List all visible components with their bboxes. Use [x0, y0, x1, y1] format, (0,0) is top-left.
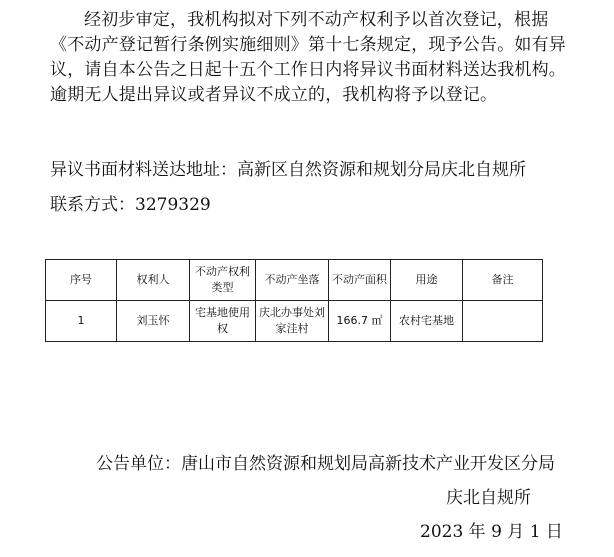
objection-address: 异议书面材料送达地址：高新区自然资源和规划分局庆北自规所: [50, 160, 526, 180]
notice-paragraph: 经初步审定，我机构拟对下列不动产权利予以首次登记，根据《不动产登记暂行条例实施细则》第十七条规定，现予公告。如有异议，请自本公告之日起十五个工作日内将异议书面材料送达我机构。逾期无人提出异议或者异议不成立的，我机构将予以登记。: [50, 10, 566, 105]
contact-info: 联系方式：3279329: [50, 195, 211, 215]
header-right-type: 不动产权利类型: [190, 260, 256, 301]
header-location: 不动产坐落: [256, 260, 329, 301]
issuing-office: 庆北自规所: [446, 488, 531, 508]
header-area: 不动产面积: [329, 260, 391, 301]
cell-right-type: 宅基地使用权: [190, 301, 256, 342]
table-header-row: [46, 260, 543, 301]
header-right-holder: 权利人: [117, 260, 190, 301]
header-index: 序号: [46, 260, 117, 301]
header-remarks: 备注: [463, 260, 543, 301]
cell-area: 166.7 ㎡: [329, 301, 391, 342]
table-row: [46, 301, 543, 342]
cell-right-holder: 刘玉怀: [117, 301, 190, 342]
cell-use: 农村宅基地: [391, 301, 463, 342]
header-use: 用途: [391, 260, 463, 301]
cell-remarks: [463, 301, 543, 342]
notice-date: 2023 年 9 月 1 日: [420, 522, 563, 542]
registration-table: [45, 259, 543, 342]
cell-index: 1: [46, 301, 117, 342]
issuing-unit: 公告单位：唐山市自然资源和规划局高新技术产业开发区分局: [96, 454, 555, 474]
cell-location: 庆北办事处刘家洼村: [256, 301, 329, 342]
